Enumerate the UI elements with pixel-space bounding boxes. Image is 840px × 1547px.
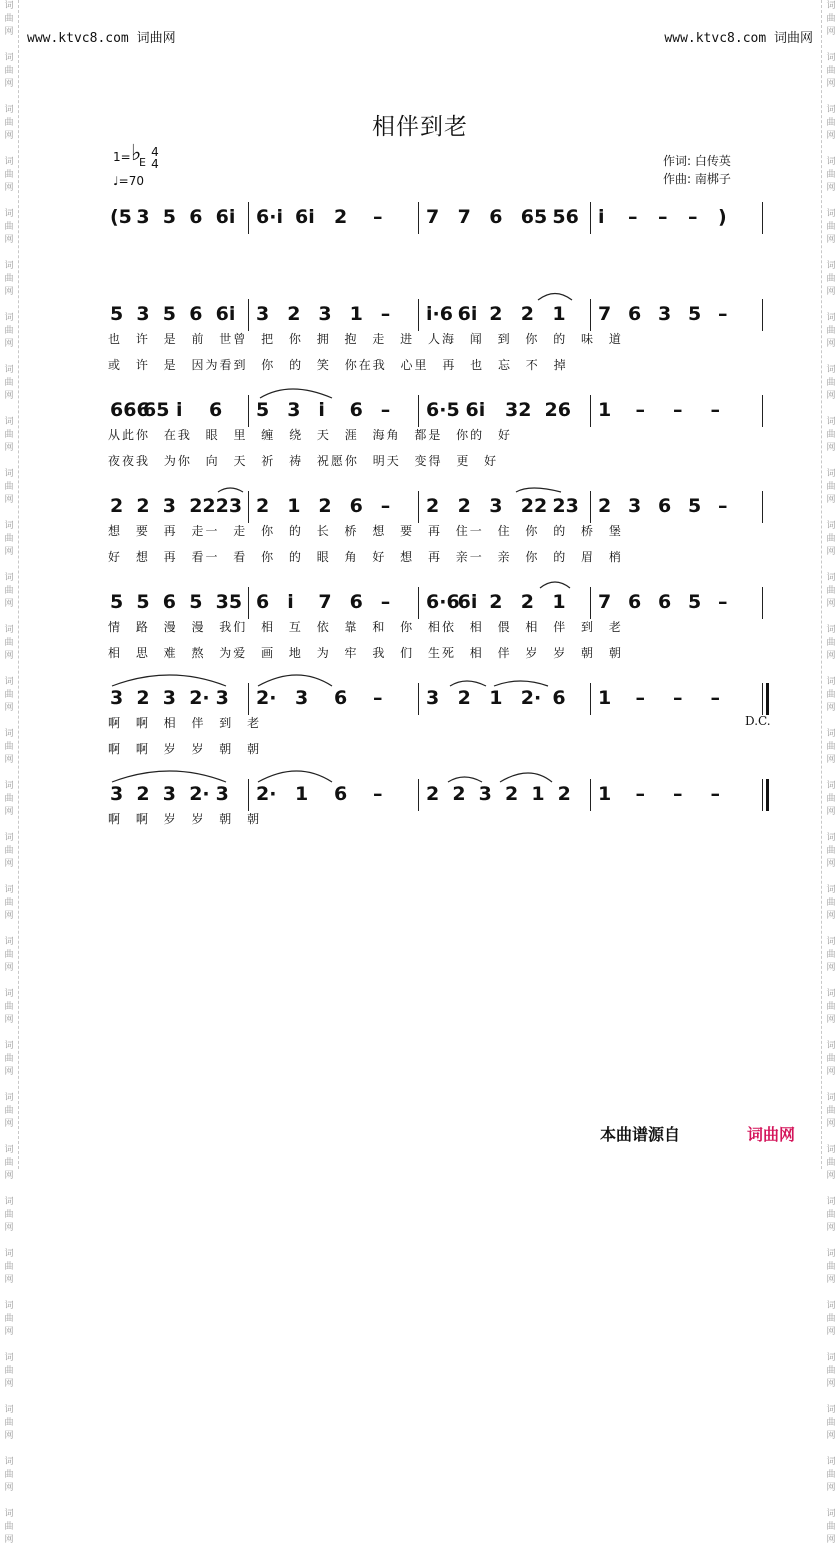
- note: 6: [349, 399, 363, 421]
- note: 3: [162, 687, 177, 709]
- lyric-line: 想 要 再 走一 走 你 的 长 桥 想 要 再 住一 住 你 的 桥 堡: [108, 524, 623, 538]
- note: 23: [215, 495, 243, 517]
- note: i: [318, 399, 325, 421]
- note: 26: [544, 399, 571, 421]
- tempo-marking: ♩=70: [113, 174, 144, 188]
- note: 56: [552, 206, 579, 228]
- note: –: [718, 495, 728, 517]
- note: 7: [598, 303, 612, 325]
- note: –: [628, 206, 638, 228]
- note: 5: [189, 591, 203, 613]
- dc-marking: D.C.: [745, 714, 771, 728]
- note: –: [688, 206, 698, 228]
- note: 6: [658, 591, 672, 613]
- note: –: [673, 687, 683, 709]
- note: –: [380, 495, 391, 517]
- note: 2: [426, 783, 440, 805]
- note: –: [673, 783, 683, 805]
- note: 2: [452, 783, 466, 805]
- lyric-line: 夜夜我 为你 向 天 祈 祷 祝愿你 明天 变得 更 好: [108, 454, 499, 468]
- key-signature-label: 1=: [113, 150, 131, 164]
- right-border-watermark: 词 曲 网 词 曲 网 词 曲 网 词 曲 网 词 曲 网 词 曲 网 词 曲 网 词 曲 网 词 曲 网 词 曲 网 词 曲 网 词 曲 网 词 曲 网 词 曲 网 词 曲 网 词 曲 网 词 曲 网 词 曲 网 词 曲 网 词 曲 网 词 曲 网 词 曲 网 词 曲 网 词 曲 网 词 曲 网 词 曲 网 词 曲 网 词 曲 网 词 曲 网 词 曲 网: [821, 0, 840, 1169]
- note: 6·5: [426, 399, 460, 421]
- note: 3: [287, 399, 301, 421]
- note: –: [635, 687, 645, 709]
- lyricist-credit: 作词: 白传英: [663, 154, 731, 168]
- note: 6: [334, 687, 348, 709]
- note: 2: [520, 303, 535, 325]
- note: 35: [215, 591, 243, 613]
- note: –: [635, 399, 645, 421]
- note: –: [710, 399, 720, 421]
- note: i: [287, 591, 294, 613]
- key-flat-symbol: ♭: [131, 141, 142, 166]
- note: 3: [318, 303, 332, 325]
- lyric-line: 或 许 是 因为看到 你 的 笑 你在我 心里 再 也 忘 不 掉: [108, 358, 568, 372]
- time-signature-top: 4: [151, 145, 159, 159]
- note: 6i: [295, 206, 315, 228]
- note: 6: [189, 206, 203, 228]
- note: 1: [295, 783, 309, 805]
- note: 2: [287, 303, 301, 325]
- note: –: [380, 399, 391, 421]
- note: –: [658, 206, 668, 228]
- note: 3: [489, 495, 503, 517]
- note: 2: [136, 495, 150, 517]
- note: 6i: [215, 303, 236, 325]
- note: –: [718, 303, 728, 325]
- note: 2: [520, 591, 535, 613]
- note: 2: [318, 495, 332, 517]
- note: 7: [457, 206, 471, 228]
- note: 3: [478, 783, 492, 805]
- note: 2·: [189, 783, 210, 805]
- note: 7: [318, 591, 332, 613]
- note: 3: [256, 303, 270, 325]
- note: 1: [287, 495, 301, 517]
- lyric-line: 啊 啊 岁 岁 朝 朝: [108, 812, 262, 826]
- note: 2: [598, 495, 612, 517]
- note: 6: [658, 495, 672, 517]
- note: 2: [457, 495, 471, 517]
- lyric-line: 也 许 是 前 世曾 把 你 拥 抱 走 进 人海 闻 到 你 的 味 道: [108, 332, 623, 346]
- note: 6: [162, 591, 177, 613]
- lyric-line: 从此你 在我 眼 里 缠 绕 天 涯 海角 都是 你的 好: [108, 428, 512, 442]
- note: 2: [136, 783, 150, 805]
- note: –: [710, 783, 720, 805]
- note: –: [673, 399, 683, 421]
- note: 2·: [189, 687, 210, 709]
- note: –: [380, 591, 391, 613]
- song-title: 相伴到老: [372, 114, 468, 140]
- lyric-line: 情 路 漫 漫 我们 相 互 依 靠 和 你 相依 相 偎 相 伴 到 老: [108, 620, 623, 634]
- note: 6i: [215, 206, 236, 228]
- note: 3: [426, 687, 440, 709]
- note: –: [373, 206, 383, 228]
- note: 1: [489, 687, 503, 709]
- note: 5: [688, 303, 702, 325]
- note: 6i: [457, 591, 478, 613]
- header-right-url: www.ktvc8.com 词曲网: [664, 31, 813, 46]
- note: 3: [110, 687, 124, 709]
- note: –: [635, 783, 645, 805]
- note: –: [380, 303, 391, 325]
- lyric-line: 相 思 难 熬 为爱 画 地 为 牢 我 们 生死 相 伴 岁 岁 朝 朝: [108, 646, 623, 660]
- note: 3: [162, 495, 177, 517]
- note: 1: [598, 687, 612, 709]
- note: 1: [598, 783, 612, 805]
- footer-source: 本曲谱源自: [600, 1125, 681, 1144]
- note: 2: [489, 591, 503, 613]
- note: 3: [628, 495, 642, 517]
- left-border-watermark: 词 曲 网 词 曲 网 词 曲 网 词 曲 网 词 曲 网 词 曲 网 词 曲 网 词 曲 网 词 曲 网 词 曲 网 词 曲 网 词 曲 网 词 曲 网 词 曲 网 词 曲 网 词 曲 网 词 曲 网 词 曲 网 词 曲 网 词 曲 网 词 曲 网 词 曲 网 词 曲 网 词 曲 网 词 曲 网 词 曲 网 词 曲 网 词 曲 网 词 曲 网 词 曲 网: [0, 0, 19, 1169]
- note: 6: [628, 303, 642, 325]
- note: 3: [162, 783, 177, 805]
- note: 5: [256, 399, 270, 421]
- note: 2·: [256, 687, 277, 709]
- note: i·6: [426, 303, 453, 325]
- note: 2: [489, 303, 503, 325]
- note: 6: [628, 591, 642, 613]
- note: 22: [189, 495, 216, 517]
- note: 2: [557, 783, 571, 805]
- note: 5: [162, 303, 177, 325]
- note: 5: [162, 206, 177, 228]
- note: 65: [143, 399, 170, 421]
- note: 666: [110, 399, 150, 421]
- note: 2: [457, 687, 471, 709]
- note: 3: [658, 303, 672, 325]
- note: 7: [426, 206, 440, 228]
- note: 2: [136, 687, 150, 709]
- note: 1: [552, 591, 566, 613]
- note: 6: [209, 399, 223, 421]
- note: 5: [110, 591, 124, 613]
- note: 1: [531, 783, 545, 805]
- note: 1: [552, 303, 566, 325]
- note: 6: [349, 495, 363, 517]
- note: 1: [349, 303, 363, 325]
- note: 2·: [520, 687, 542, 709]
- note: 6: [189, 303, 203, 325]
- note: 6: [489, 206, 503, 228]
- composer-credit: 作曲: 南梆子: [663, 172, 731, 186]
- note: 6·i: [256, 206, 283, 228]
- note: –: [373, 783, 383, 805]
- note: 3: [136, 303, 150, 325]
- note: 6: [256, 591, 270, 613]
- note: 2: [334, 206, 348, 228]
- note: 2: [426, 495, 440, 517]
- note: 6·6: [426, 591, 460, 613]
- note: i: [176, 399, 183, 421]
- note: 3: [215, 687, 229, 709]
- note: 2·: [256, 783, 277, 805]
- time-signature-bottom: 4: [151, 157, 159, 171]
- note: 5: [110, 303, 124, 325]
- note: 6: [334, 783, 348, 805]
- note: 6: [552, 687, 566, 709]
- lyric-line: 好 想 再 看一 看 你 的 眼 角 好 想 再 亲一 亲 你 的 眉 梢: [108, 550, 623, 564]
- note: 6i: [457, 303, 478, 325]
- note: 7: [598, 591, 612, 613]
- lyric-line: 啊 啊 岁 岁 朝 朝: [108, 742, 262, 756]
- note: (5: [110, 206, 132, 228]
- note: 3: [136, 206, 150, 228]
- note: 22: [520, 495, 548, 517]
- note: 3: [110, 783, 124, 805]
- note: 5: [688, 591, 702, 613]
- note: 6: [349, 591, 363, 613]
- note: 3: [295, 687, 309, 709]
- note: 5: [136, 591, 150, 613]
- header-left-url: www.ktvc8.com 词曲网: [27, 31, 176, 46]
- note: i: [598, 206, 605, 228]
- note: 2: [110, 495, 124, 517]
- note: 2: [256, 495, 270, 517]
- key-note: E: [139, 156, 146, 169]
- note: –: [718, 591, 728, 613]
- note: 32: [505, 399, 532, 421]
- note: –: [373, 687, 383, 709]
- lyric-line: 啊 啊 相 伴 到 老: [108, 716, 262, 730]
- note: 23: [552, 495, 579, 517]
- note: 1: [598, 399, 612, 421]
- note: 65: [520, 206, 548, 228]
- note: ): [718, 206, 727, 228]
- footer-site: 词曲网: [747, 1125, 796, 1144]
- note: 5: [688, 495, 702, 517]
- note: 6i: [465, 399, 486, 421]
- note: 3: [215, 783, 229, 805]
- note: –: [710, 687, 720, 709]
- note: 2: [505, 783, 519, 805]
